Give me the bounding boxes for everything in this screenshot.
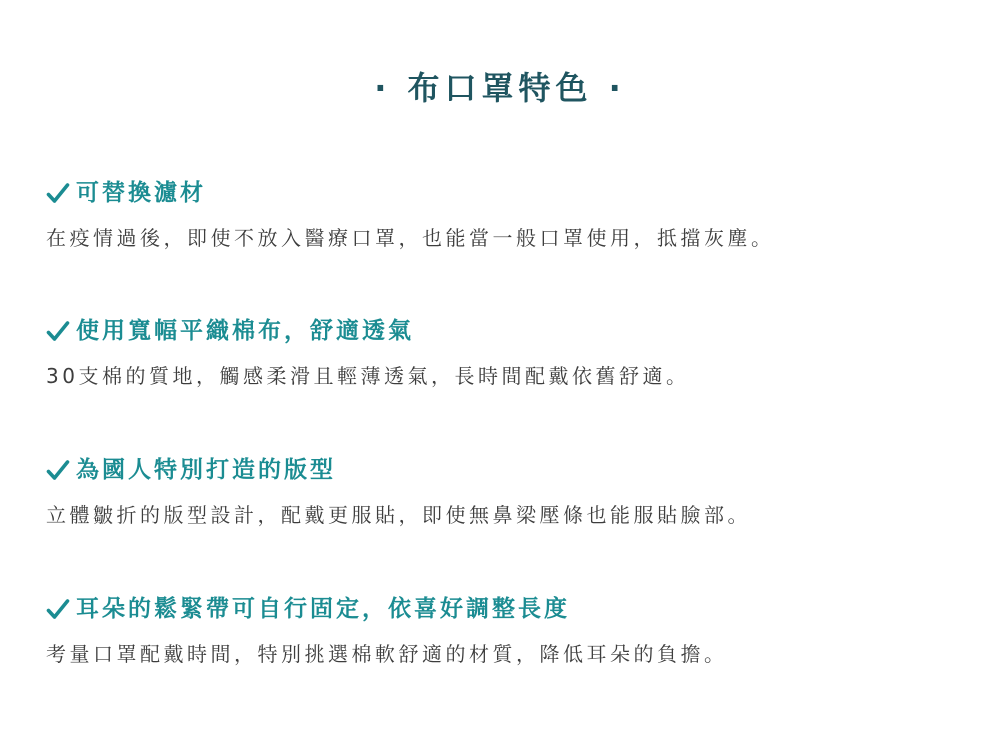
feature-title: 使用寬幅平織棉布，舒適透氣 [76, 318, 414, 344]
feature-description: 30支棉的質地，觸感柔滑且輕薄透氣，長時間配戴依舊舒適。 [46, 364, 690, 388]
feature-item-adjustable-ear-loop [46, 592, 966, 668]
feature-heading [46, 314, 966, 348]
feature-heading [46, 453, 966, 487]
feature-heading [46, 592, 966, 626]
feature-title: 耳朵的鬆緊帶可自行固定，依喜好調整長度 [76, 596, 570, 622]
check-mark-icon [46, 458, 70, 482]
feature-item-cotton-fabric [46, 314, 966, 390]
feature-description: 考量口罩配戴時間，特別挑選棉軟舒適的材質，降低耳朵的負擔。 [46, 642, 728, 666]
feature-heading [46, 176, 966, 210]
check-mark-icon [46, 319, 70, 343]
page-title: · 布口罩特色 · [374, 69, 626, 107]
feature-title: 為國人特別打造的版型 [76, 457, 336, 483]
check-mark-icon [46, 181, 70, 205]
feature-item-replaceable-filter [46, 176, 966, 252]
feature-item-fit-design [46, 453, 966, 529]
feature-description: 立體皺折的版型設計，配戴更服貼，即使無鼻梁壓條也能服貼臉部。 [46, 503, 751, 527]
check-mark-icon [46, 597, 70, 621]
feature-description: 在疫情過後，即使不放入醫療口罩，也能當一般口罩使用，抵擋灰塵。 [46, 226, 775, 250]
feature-title: 可替換濾材 [76, 180, 206, 206]
